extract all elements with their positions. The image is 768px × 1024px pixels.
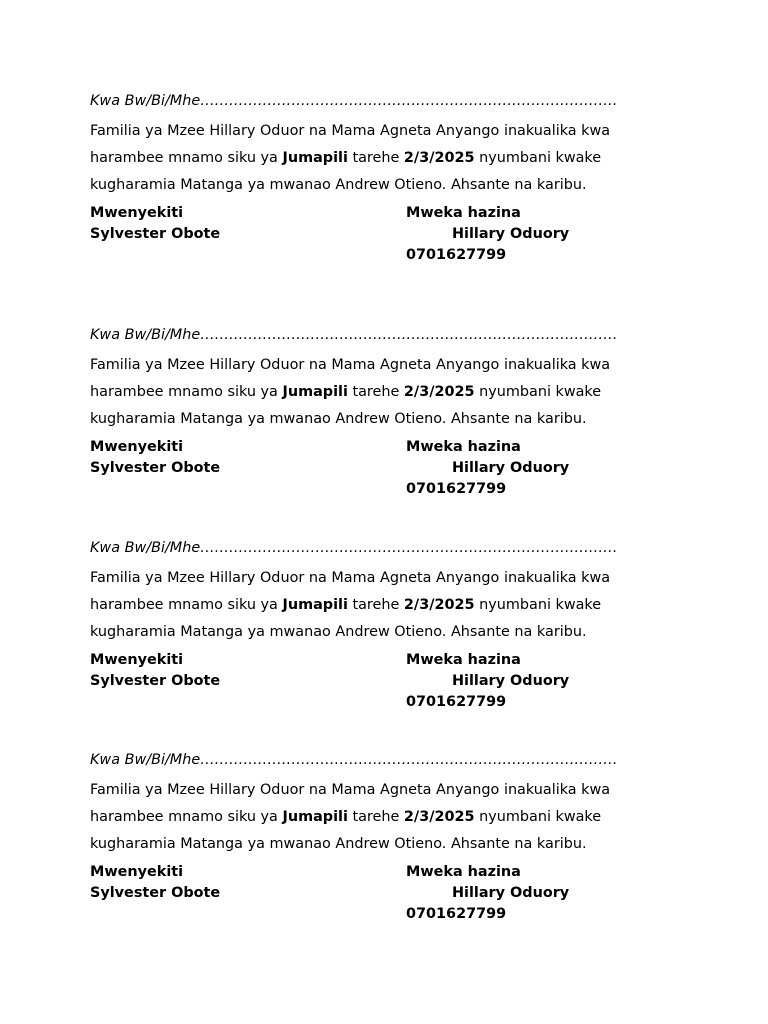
invitation-body bbox=[90, 352, 650, 433]
body-text-part: Familia ya Mzee Hillary Oduor na Mama Agneta Anyango inakualika kwa harambee mnamo siku ya bbox=[90, 570, 611, 613]
chairperson-title: Mwenyekiti bbox=[90, 652, 184, 668]
invitation-body bbox=[90, 777, 650, 858]
treasurer-phone: 0701627799 bbox=[406, 906, 507, 922]
body-text-part: nyumbani kwake kugharamia Matanga ya mwanao Andrew Otieno. Ahsante na karibu. bbox=[90, 597, 602, 640]
event-day: Jumapili bbox=[282, 597, 348, 613]
invitation-body bbox=[90, 118, 650, 199]
body-text-part: Familia ya Mzee Hillary Oduor na Mama Agneta Anyango inakualika kwa harambee mnamo siku ya bbox=[90, 782, 611, 825]
body-text-part: tarehe bbox=[347, 597, 404, 613]
body-text-part: Familia ya Mzee Hillary Oduor na Mama Agneta Anyango inakualika kwa harambee mnamo siku ya bbox=[90, 357, 611, 400]
invitation-card bbox=[90, 750, 650, 926]
treasurer-title: Mweka hazina bbox=[406, 439, 521, 455]
treasurer-title: Mweka hazina bbox=[406, 864, 521, 880]
treasurer-name: Hillary Oduory bbox=[452, 460, 570, 476]
event-day: Jumapili bbox=[282, 150, 348, 166]
event-date: 2/3/2025 bbox=[403, 597, 475, 613]
invitation-card bbox=[90, 91, 650, 267]
signature-block bbox=[90, 203, 650, 267]
treasurer-name: Hillary Oduory bbox=[452, 226, 570, 242]
signature-block bbox=[90, 437, 650, 501]
event-date: 2/3/2025 bbox=[403, 809, 475, 825]
treasurer-name: Hillary Oduory bbox=[452, 885, 570, 901]
salutation-line: Kwa Bw/Bi/Mhe…………………………………………………………………………… bbox=[90, 540, 618, 556]
chairperson-name: Sylvester Obote bbox=[90, 673, 221, 689]
invitation-card bbox=[90, 538, 650, 714]
salutation-line: Kwa Bw/Bi/Mhe…………………………………………………………………………… bbox=[90, 752, 618, 768]
event-day: Jumapili bbox=[282, 384, 348, 400]
event-day: Jumapili bbox=[282, 809, 348, 825]
invitation-body bbox=[90, 565, 650, 646]
salutation-line: Kwa Bw/Bi/Mhe…………………………………………………………………………… bbox=[90, 93, 618, 109]
body-text-part: Familia ya Mzee Hillary Oduor na Mama Agneta Anyango inakualika kwa harambee mnamo siku ya bbox=[90, 123, 611, 166]
treasurer-phone: 0701627799 bbox=[406, 247, 507, 263]
body-text-part: nyumbani kwake kugharamia Matanga ya mwanao Andrew Otieno. Ahsante na karibu. bbox=[90, 384, 602, 427]
body-text-part: nyumbani kwake kugharamia Matanga ya mwanao Andrew Otieno. Ahsante na karibu. bbox=[90, 809, 602, 852]
signature-block bbox=[90, 862, 650, 926]
event-date: 2/3/2025 bbox=[403, 150, 475, 166]
body-text-part: tarehe bbox=[347, 809, 404, 825]
chairperson-name: Sylvester Obote bbox=[90, 460, 221, 476]
chairperson-title: Mwenyekiti bbox=[90, 864, 184, 880]
body-text-part: tarehe bbox=[347, 150, 404, 166]
chairperson-name: Sylvester Obote bbox=[90, 885, 221, 901]
chairperson-name: Sylvester Obote bbox=[90, 226, 221, 242]
treasurer-phone: 0701627799 bbox=[406, 694, 507, 710]
event-date: 2/3/2025 bbox=[403, 384, 475, 400]
treasurer-title: Mweka hazina bbox=[406, 205, 521, 221]
signature-block bbox=[90, 650, 650, 714]
invitation-card bbox=[90, 325, 650, 501]
body-text-part: tarehe bbox=[347, 384, 404, 400]
body-text-part: nyumbani kwake kugharamia Matanga ya mwanao Andrew Otieno. Ahsante na karibu. bbox=[90, 150, 602, 193]
treasurer-name: Hillary Oduory bbox=[452, 673, 570, 689]
salutation-line: Kwa Bw/Bi/Mhe…………………………………………………………………………… bbox=[90, 327, 618, 343]
treasurer-phone: 0701627799 bbox=[406, 481, 507, 497]
chairperson-title: Mwenyekiti bbox=[90, 205, 184, 221]
chairperson-title: Mwenyekiti bbox=[90, 439, 184, 455]
treasurer-title: Mweka hazina bbox=[406, 652, 521, 668]
